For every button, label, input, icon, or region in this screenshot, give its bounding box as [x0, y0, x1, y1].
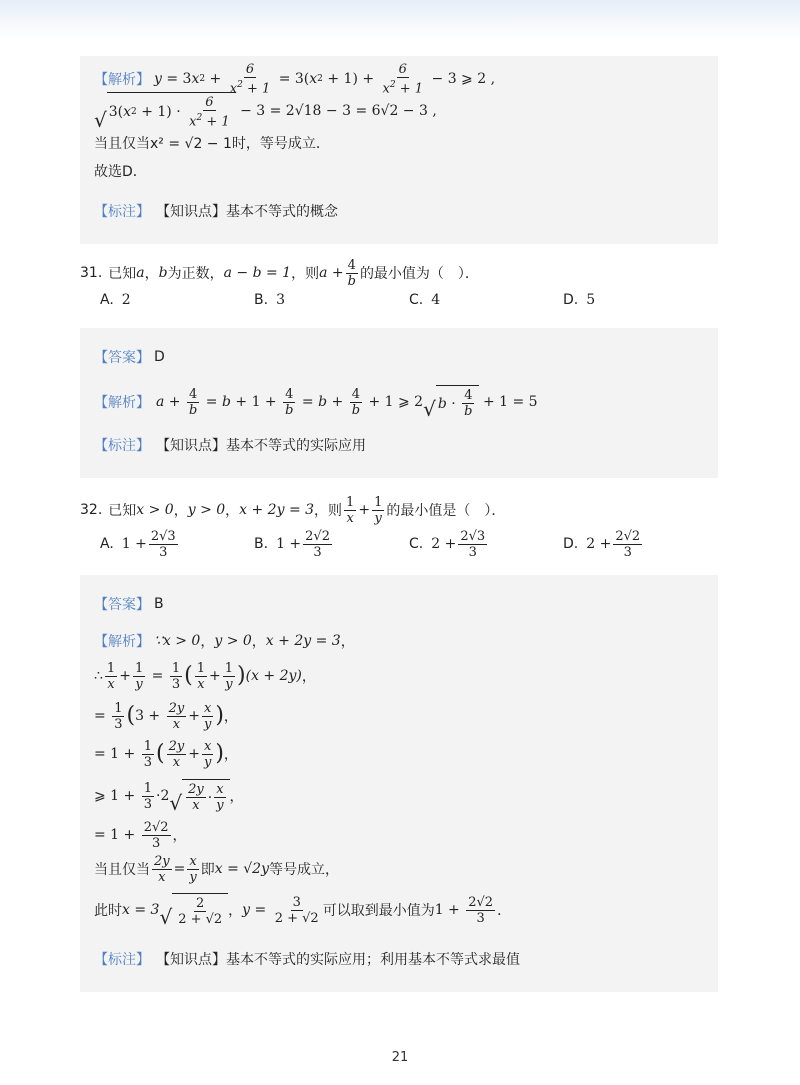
analysis-line-1: 【解析】 y = 3 x 2 + $\frac{6}{x^2 + 1}$ = 3( x 2 + 1) + $\frac{6}{x^2 + 1}$ − 3 ⩾ 2 ,: [94, 61, 496, 97]
q31-option-b[interactable]: B. 3: [254, 292, 285, 308]
note-line-30: 【标注】 【知识点】基本不等式的概念: [94, 204, 338, 220]
note-line-32: 【标注】 【知识点】基本不等式的实际应用；利用基本不等式求最值: [94, 952, 520, 968]
header-band: [0, 0, 800, 40]
analysis-tag: 【解析】: [94, 72, 150, 88]
analysis-line-31: 【解析】 a + $\frac{4}{b}$ = b + 1 + $\frac{4}{b}$ = b + $\frac{4}{b}$ + 1 ⩾ 2 √ b · $\frac{4}{b}$ + 1 = 5: [94, 386, 538, 421]
analysis-step-4: = 1 + $\frac{1}{3}$ ( $\frac{2y}{x}$ + $\frac{x}{y}$ ) ，: [94, 738, 238, 770]
analysis-step-7: 当且仅当 $\frac{2y}{x}$ = $\frac{x}{y}$ 即 x = √2y 等号成立，: [94, 853, 339, 885]
q32-option-c[interactable]: C. 2 + $\frac{2√3}{3}$: [409, 528, 486, 560]
q31-option-a[interactable]: A. 2: [100, 292, 131, 308]
q32-option-b[interactable]: B. 1 + $\frac{2√2}{3}$: [254, 528, 330, 560]
condition-line: 当且仅当x² = √2 − 1时，等号成立．: [94, 136, 330, 152]
analysis-step-2: ∴ $\frac{1}{x}$ + $\frac{1}{y}$ = $\frac{1}{3}$ ( $\frac{1}{x}$ + $\frac{1}{y}$ ) (x + 2y) ，: [94, 660, 316, 692]
q31-option-c[interactable]: C. 4: [409, 292, 441, 308]
analysis-step-8: 此时 x = 3 √ $\frac{2}{2 + √2}$ ， y = $\frac{3}{2 + √2}$ 可以取到最小值为 1 + $\frac{2√2}{3}$ ．: [94, 894, 512, 929]
q32-option-a[interactable]: A. 1 + $\frac{2√3}{3}$: [100, 528, 176, 560]
note-line-31: 【标注】 【知识点】基本不等式的实际应用: [94, 438, 366, 454]
analysis-step-3: = $\frac{1}{3}$ ( 3 + $\frac{2y}{x}$ + $\frac{x}{y}$ ) ，: [94, 700, 238, 732]
question-32-stem: 32. 已知 x > 0 ， y > 0 ， x + 2y = 3 ，则 $\frac{1}{x}$ + $\frac{1}{y}$ 的最小值是（ ）．: [80, 494, 506, 526]
analysis-line-2: √ 3( x 2 + 1) · $\frac{6}{x^2 + 1}$ − 3 = 2√18 − 3 = 6√2 − 3 ,: [94, 92, 437, 130]
answer-line-32: 【答案】 B: [94, 596, 164, 613]
question-31-stem: 31. 已知 a ， b 为正数， a − b = 1 ，则 a + $\frac{4}{b}$ 的最小值为（ ）．: [80, 257, 479, 289]
analysis-step-1: 【解析】 ∵x > 0 ， y > 0 ， x + 2y = 3 ，: [94, 633, 355, 650]
answer-line-31: 【答案】 D: [94, 349, 165, 366]
q32-option-d[interactable]: D. 2 + $\frac{2√2}{3}$: [563, 528, 641, 560]
page-number: 21: [391, 1050, 409, 1065]
q31-option-d[interactable]: D. 5: [563, 292, 596, 308]
analysis-step-6: = 1 + $\frac{2√2}{3}$ ，: [94, 819, 187, 851]
conclusion-line: 故选D．: [94, 164, 147, 180]
analysis-step-5: ⩾ 1 + $\frac{1}{3}$ ·2 √ $\frac{2y}{x}$ · $\frac{x}{y}$ ，: [94, 780, 244, 815]
